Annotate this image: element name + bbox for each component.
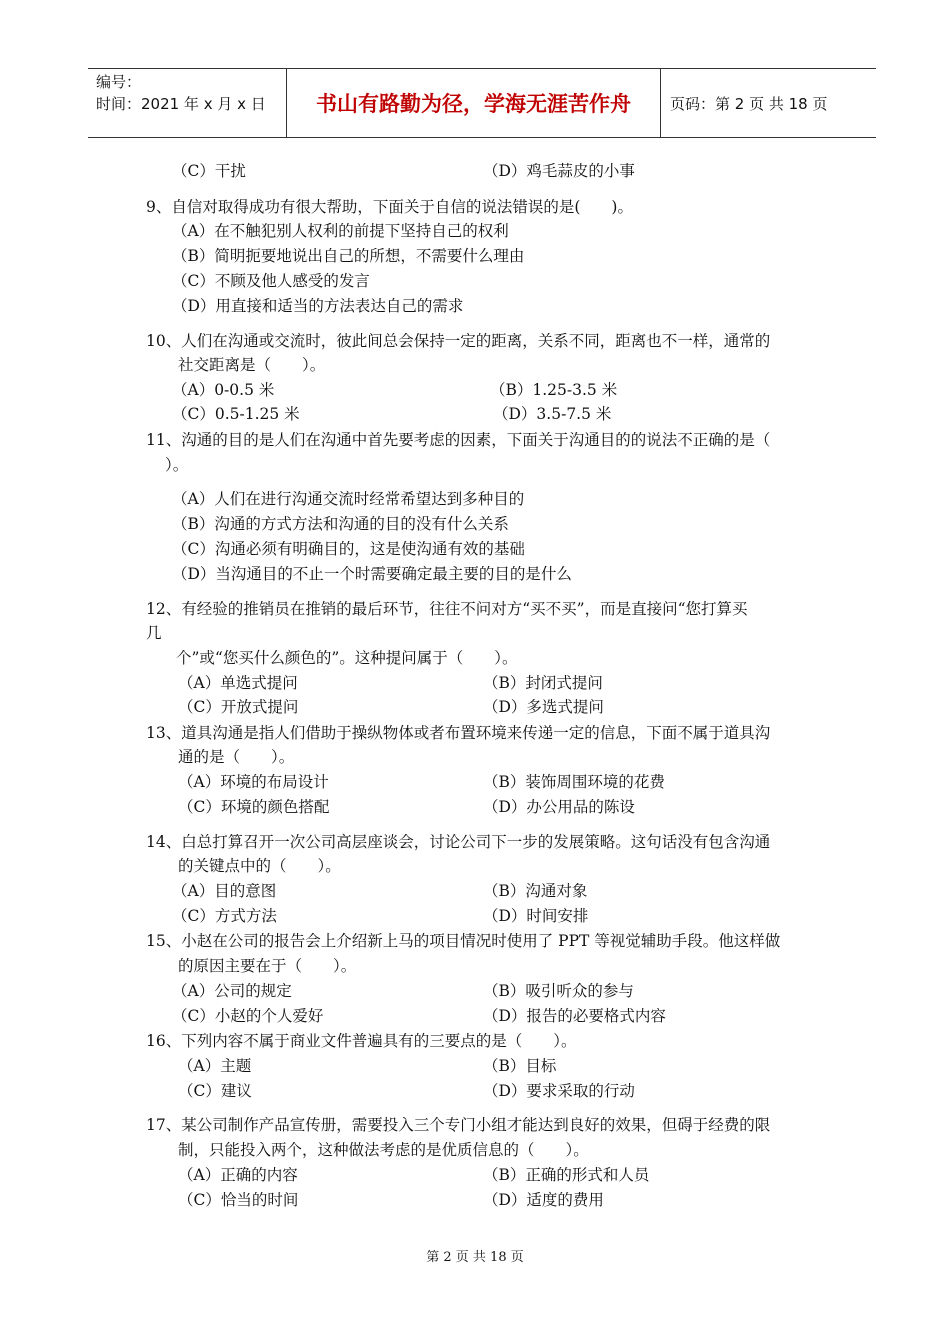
option-q9-b: （B）简明扼要地说出自己的所想，不需要什么理由 [172,247,525,265]
option-q15-c: （C）小赵的个人爱好 [172,1007,324,1025]
question-11: 11、沟通的目的是人们在沟通中首先要考虑的因素，下面关于沟通目的的说法不正确的是（ [146,431,771,449]
question-14-cont: 的关键点中的（ ）。 [178,857,341,875]
question-13-cont: 通的是（ ）。 [178,748,295,766]
option-q14-a: （A）目的意图 [172,882,277,900]
header-divider [660,69,661,137]
option-q15-d: （D）报告的必要格式内容 [483,1007,666,1025]
option-q17-b: （B）正确的形式和人员 [483,1166,650,1184]
option-q13-c: （C）环境的颜色搭配 [178,798,330,816]
question-15-cont: 的原因主要在于（ ）。 [178,957,357,975]
question-12-cont: 个”或“您买什么颜色的”。这种提问属于（ ）。 [176,649,518,667]
question-12-cont: 几 [146,624,162,642]
page-footer: 第 2 页 共 18 页 [426,1250,524,1265]
question-10-cont: 社交距离是（ ）。 [178,356,326,374]
option-q16-d: （D）要求采取的行动 [483,1082,635,1100]
question-17-cont: 制，只能投入两个，这种做法考虑的是优质信息的（ ）。 [178,1141,589,1159]
option-q16-b: （B）目标 [483,1057,557,1075]
option-q9-c: （C）不顾及他人感受的发言 [172,272,370,290]
option-q10-a: （A）0-0.5 米 [172,381,275,399]
option-q13-b: （B）装饰周围环境的花费 [483,773,665,791]
option-q9-a: （A）在不触犯别人权利的前提下坚持自己的权利 [172,222,509,240]
question-13: 13、道具沟通是指人们借助于操纵物体或者布置环境来传递一定的信息，下面不属于道具沟 [146,724,771,742]
option-q10-b: （B）1.25-3.5 米 [490,381,618,399]
question-15: 15、小赵在公司的报告会上介绍新上马的项目情况时使用了 PPT 等视觉辅助手段。他这样做 [146,932,781,950]
question-17: 17、某公司制作产品宣传册，需要投入三个专门小组才能达到良好的效果，但碍于经费的限 [146,1116,771,1134]
serial-number-label: 编号： [96,73,142,91]
option-q12-c: （C）开放式提问 [178,698,299,716]
option-q11-c: （C）沟通必须有明确目的，这是使沟通有效的基础 [172,540,525,558]
option-q10-d: （D）3.5-7.5 米 [493,405,612,423]
option-q8-d: （D）鸡毛蒜皮的小事 [483,162,635,180]
option-q12-b: （B）封闭式提问 [483,674,603,692]
option-q11-d: （D）当沟通目的不止一个时需要确定最主要的目的是什么 [172,565,572,583]
header-meta [96,71,286,115]
option-q12-a: （A）单选式提问 [178,674,298,692]
option-q14-b: （B）沟通对象 [483,882,588,900]
option-q15-b: （B）吸引听众的参与 [483,982,634,1000]
question-16: 16、下列内容不属于商业文件普遍具有的三要点的是（ ）。 [146,1032,577,1050]
option-q13-a: （A）环境的布局设计 [178,773,329,791]
header-page-number: 页码：第 2 页 共 18 页 [670,94,828,113]
option-q8-c: （C）干扰 [172,162,246,180]
header-motto: 书山有路勤为径，学海无涯苦作舟 [316,92,631,116]
option-q16-a: （A）主题 [178,1057,252,1075]
option-q13-d: （D）办公用品的陈设 [483,798,635,816]
question-11-cont: ）。 [165,456,189,474]
option-q15-a: （A）公司的规定 [172,982,292,1000]
option-q9-d: （D）用直接和适当的方法表达自己的需求 [172,297,464,315]
page-header [88,68,876,138]
option-q12-d: （D）多选式提问 [483,698,604,716]
option-q17-a: （A）正确的内容 [178,1166,298,1184]
option-q14-c: （C）方式方法 [172,907,277,925]
option-q11-a: （A）人们在进行沟通交流时经常希望达到多种目的 [172,490,525,508]
option-q10-c: （C）0.5-1.25 米 [172,405,300,423]
option-q16-c: （C）建议 [178,1082,252,1100]
question-12: 12、有经验的推销员在推销的最后环节，往往不问对方“买不买”，而是直接问“您打算买 [146,600,748,618]
question-10: 10、人们在沟通或交流时，彼此间总会保持一定的距离，关系不同，距离也不一样，通常的 [146,332,771,350]
option-q17-c: （C）恰当的时间 [178,1191,299,1209]
option-q14-d: （D）时间安排 [483,907,589,925]
time-label: 时间：2021 年 x 月 x 日 [96,95,266,113]
option-q17-d: （D）适度的费用 [483,1191,604,1209]
option-q11-b: （B）沟通的方式方法和沟通的目的没有什么关系 [172,515,509,533]
question-9: 9、自信对取得成功有很大帮助，下面关于自信的说法错误的是( )。 [146,198,633,216]
question-14: 14、白总打算召开一次公司高层座谈会，讨论公司下一步的发展策略。这句话没有包含沟通 [146,833,771,851]
